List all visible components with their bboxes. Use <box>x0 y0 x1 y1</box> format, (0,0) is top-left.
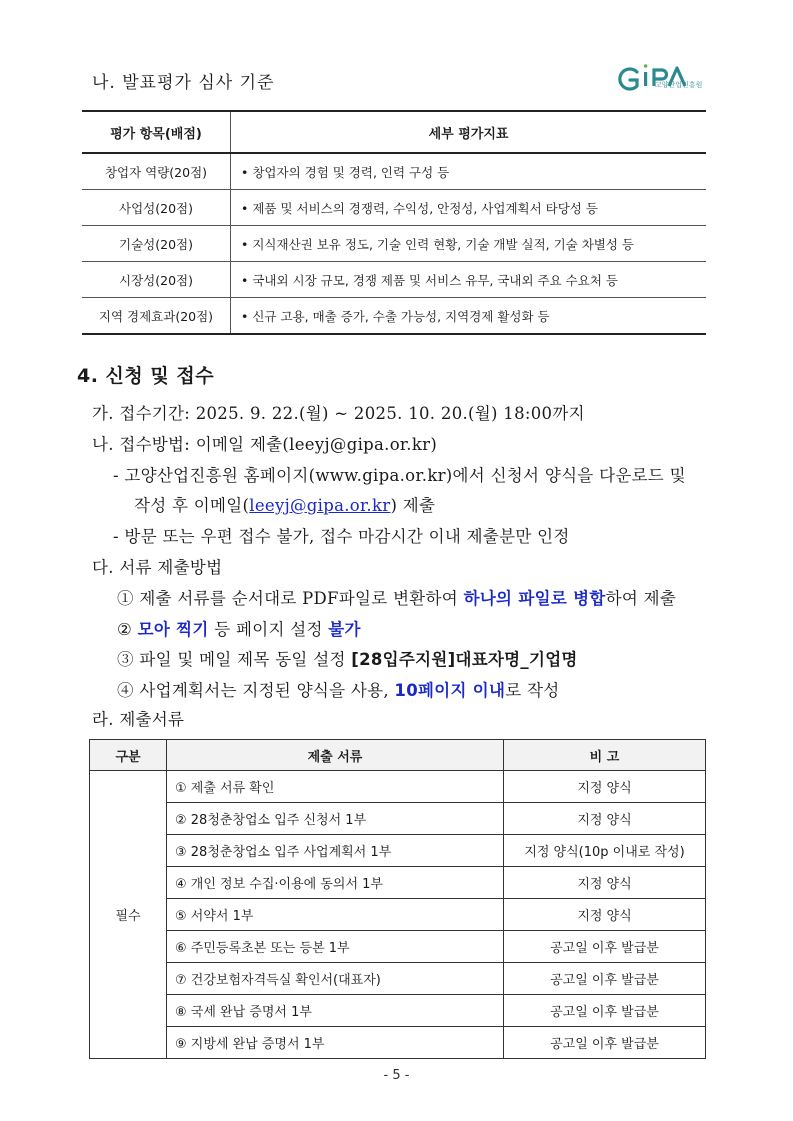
gipa-logo-graphic <box>617 58 727 98</box>
table-row <box>90 963 706 995</box>
submission-rule-3 <box>117 646 578 670</box>
required-documents-table <box>89 739 706 1059</box>
document-name: ① 제출 서류 확인 <box>167 771 504 803</box>
document-name: ⑤ 서약서 1부 <box>167 899 504 931</box>
criteria-item: 사업성(20점) <box>82 190 231 226</box>
text-span: 하여 제출 <box>605 589 677 608</box>
table-header-row <box>90 740 706 771</box>
table-row <box>90 803 706 835</box>
gipa-logo <box>617 58 727 98</box>
column-header-item: 평가 항목(배점) <box>82 111 231 153</box>
column-header-note: 비 고 <box>504 740 706 771</box>
table-row <box>82 262 706 298</box>
criteria-description: • 지식재산권 보유 정도, 기술 인력 현황, 기술 개발 실적, 기술 차별성 등 <box>231 226 707 262</box>
document-name: ② 28청춘창업소 입주 신청서 1부 <box>167 803 504 835</box>
text-span: ③ 파일 및 메일 제목 동일 설정 <box>117 650 352 669</box>
text-span: 작성 후 이메일( <box>134 496 250 515</box>
submission-rule-1 <box>117 585 676 609</box>
table-row <box>82 190 706 226</box>
table-row <box>82 298 706 335</box>
table-row <box>90 899 706 931</box>
table-row <box>90 995 706 1027</box>
submission-rule-2 <box>117 616 361 640</box>
document-name: ⑦ 건강보험자격득실 확인서(대표자) <box>167 963 504 995</box>
table-row <box>90 771 706 803</box>
emphasis-text: 모아 찍기 <box>137 620 209 639</box>
emphasis-text: 10페이지 이내 <box>394 681 506 700</box>
column-header-category: 구분 <box>90 740 167 771</box>
document-note: 공고일 이후 발급분 <box>504 995 706 1027</box>
table-header-row <box>82 111 706 153</box>
document-name: ③ 28청춘창업소 입주 사업계획서 1부 <box>167 835 504 867</box>
column-header-description: 세부 평가지표 <box>231 111 707 153</box>
column-header-document: 제출 서류 <box>167 740 504 771</box>
document-note: 지정 양식 <box>504 899 706 931</box>
section-title-evaluation-criteria: 나. 발표평가 심사 기준 <box>92 73 275 93</box>
document-note: 공고일 이후 발급분 <box>504 963 706 995</box>
required-documents-title: 라. 제출서류 <box>92 710 185 729</box>
document-note: 지정 양식 <box>504 803 706 835</box>
application-method-detail-1-cont <box>134 492 435 516</box>
emphasis-text: 하나의 파일로 병합 <box>463 589 606 608</box>
criteria-description: • 제품 및 서비스의 경쟁력, 수익성, 안정성, 사업계획서 타당성 등 <box>231 190 707 226</box>
evaluation-criteria-table <box>82 110 706 335</box>
category-cell: 필수 <box>90 771 167 1059</box>
criteria-description: • 신규 고용, 매출 증가, 수출 가능성, 지역경제 활성화 등 <box>231 298 707 335</box>
criteria-item: 기술성(20점) <box>82 226 231 262</box>
table-row <box>90 1027 706 1059</box>
criteria-item: 지역 경제효과(20점) <box>82 298 231 335</box>
email-link[interactable]: leeyj@gipa.or.kr <box>249 496 391 515</box>
criteria-description: • 창업자의 경험 및 경력, 인력 구성 등 <box>231 153 707 190</box>
emphasis-text: [28입주지원]대표자명_기업명 <box>351 650 578 669</box>
table-row <box>90 931 706 963</box>
application-method-detail-2: - 방문 또는 우편 접수 불가, 접수 마감시간 이내 제출분만 인정 <box>113 527 570 546</box>
application-period: 가. 접수기간: 2025. 9. 22.(월) ~ 2025. 10. 20.(월) 18:00까지 <box>92 404 585 423</box>
submission-rule-4 <box>117 677 560 701</box>
document-name: ⑧ 국세 완납 증명서 1부 <box>167 995 504 1027</box>
page-number: - 5 - <box>383 1068 410 1083</box>
application-method: 나. 접수방법: 이메일 제출(leeyj@gipa.or.kr) <box>92 435 438 454</box>
table-row <box>82 226 706 262</box>
document-note: 공고일 이후 발급분 <box>504 931 706 963</box>
text-span: 로 작성 <box>505 681 560 700</box>
document-name: ⑨ 지방세 완납 증명서 1부 <box>167 1027 504 1059</box>
text-span: ) 제출 <box>390 496 436 515</box>
table-row <box>90 835 706 867</box>
criteria-description: • 국내외 시장 규모, 경쟁 제품 및 서비스 유무, 국내외 주요 수요처 등 <box>231 262 707 298</box>
gipa-logo-subtitle: 고양산업진흥원 <box>655 81 703 89</box>
text-span: ④ 사업계획서는 지정된 양식을 사용, <box>117 681 395 700</box>
document-note: 지정 양식 <box>504 867 706 899</box>
section-heading-application: 4. 신청 및 접수 <box>77 365 215 387</box>
document-name: ④ 개인 정보 수집·이용에 동의서 1부 <box>167 867 504 899</box>
criteria-item: 창업자 역량(20점) <box>82 153 231 190</box>
text-span: 등 페이지 설정 <box>208 620 329 639</box>
application-method-detail-1: - 고양산업진흥원 홈페이지(www.gipa.or.kr)에서 신청서 양식을 다운로드 및 <box>113 466 686 485</box>
table-row <box>90 867 706 899</box>
document-note: 공고일 이후 발급분 <box>504 1027 706 1059</box>
emphasis-text: 불가 <box>328 620 361 639</box>
document-note: 지정 양식 <box>504 771 706 803</box>
text-span: ② <box>117 620 138 639</box>
criteria-item: 시장성(20점) <box>82 262 231 298</box>
document-name: ⑥ 주민등록초본 또는 등본 1부 <box>167 931 504 963</box>
document-submission-method-title: 다. 서류 제출방법 <box>92 558 223 577</box>
text-span: ① 제출 서류를 순서대로 PDF파일로 변환하여 <box>117 589 464 608</box>
table-row <box>82 153 706 190</box>
document-note: 지정 양식(10p 이내로 작성) <box>504 835 706 867</box>
